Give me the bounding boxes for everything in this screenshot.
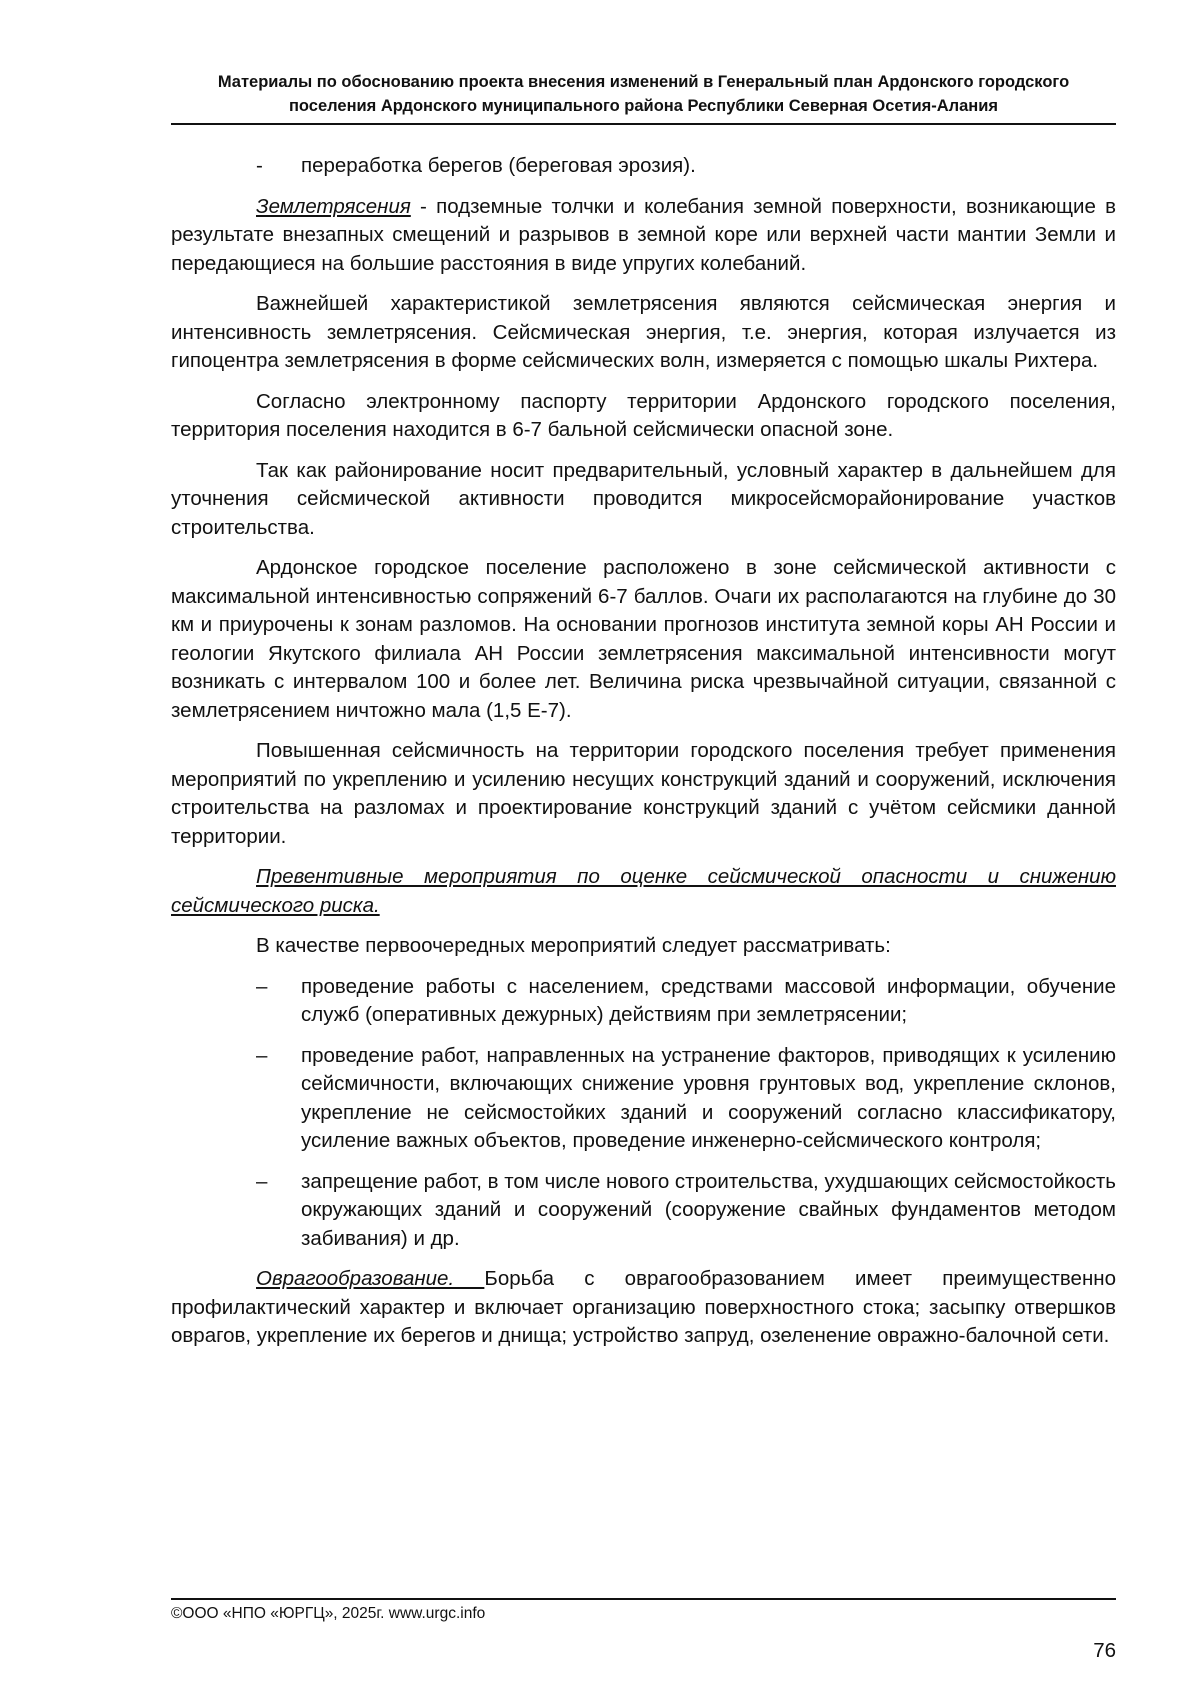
header-divider <box>171 123 1116 125</box>
list-item-text: проведение работ, направленных на устранение факторов, приводящих к усилению сейсмичности, включающих снижение уровня грунтовых вод, укрепление склонов, укрепление не сейсмостойких зданий и сооружений согласно классификатору, усиление важных объектов, проведение инженерно-сейсмического контроля; <box>301 1043 1116 1152</box>
list-item-text: переработка берегов (береговая эрозия). <box>301 154 696 177</box>
list-item-measure <box>171 1042 1116 1156</box>
footer-copyright: ©ООО «НПО «ЮРГЦ», 2025г. www.urgc.info <box>171 1605 486 1622</box>
paragraph-passport: Согласно электронному паспорту территории Ардонского городского поселения, территория поселения находится в 6-7 бальной сейсмически опасной зоне. <box>171 389 1116 441</box>
paragraph-zoning: Так как районирование носит предварительный, условный характер в дальнейшем для уточнения сейсмической активности проводится микросейсморайонирование участков строительства. <box>171 458 1116 539</box>
header-line-2: поселения Ардонского муниципального района Республики Северная Осетия-Алания <box>288 97 999 115</box>
paragraph-increased-seismicity: Повышенная сейсмичность на территории городского поселения требует применения мероприятий по укреплению и усилению несущих конструкций зданий и сооружений, исключения строительства на разломах и проектирование конструкций зданий с учётом сейсмики данной территории. <box>171 739 1116 848</box>
paragraph-ravine <box>171 1265 1116 1351</box>
list-marker: - <box>256 154 263 177</box>
list-item-measure <box>171 973 1116 1030</box>
list-marker: – <box>256 1043 268 1067</box>
document-body <box>171 152 1116 1363</box>
document-header <box>171 70 1116 118</box>
page-number: 76 <box>1093 1639 1116 1662</box>
paragraph-characteristic: Важнейшей характеристикой землетрясения являются сейсмическая энергия и интенсивность землетрясения. Сейсмическая энергия, т.е. энергия, которая излучается из гипоцентра землетрясения в форме сейсмических волн, измеряется с помощью шкалы Рихтера. <box>171 292 1116 372</box>
list-item-measure <box>171 1168 1116 1254</box>
header-line-1: Материалы по обоснованию проекта внесения изменений в Генеральный план Ардонского городского <box>217 73 1070 91</box>
list-marker: – <box>256 974 268 998</box>
list-item-erosion <box>171 152 1116 181</box>
list-item-text: проведение работы с населением, средствами массовой информации, обучение служб (оперативных дежурных) действиям при землетрясении; <box>301 974 1116 1026</box>
paragraph-preventive-heading: Превентивные мероприятия по оценке сейсмической опасности и снижению сейсмического риска. <box>171 865 1116 917</box>
list-marker: – <box>256 1169 268 1193</box>
term-ravine: Оврагообразование. <box>256 1267 485 1290</box>
paragraph-text: - подземные толчки и колебания земной поверхности, возникающие в результате внезапных смещений и разрывов в земной коре или верхней части мантии Земли и передающиеся на большие расстояния в виде упругих колебаний. <box>171 194 1116 275</box>
paragraph-text: Борьба с оврагообразованием имеет преимущественно профилактический характер и включает организацию поверхностного стока; засыпку отвершков оврагов, укрепление их берегов и днища; устройство запруд, озеленение овражно-балочной сети. <box>171 1267 1117 1347</box>
term-earthquake: Землетрясения <box>256 194 411 218</box>
list-item-text: запрещение работ, в том числе нового строительства, ухудшающих сейсмостойкость окружающих зданий и сооружений (сооружение свайных фундаментов методом забивания) и др. <box>301 1169 1116 1250</box>
paragraph-priority: В качестве первоочередных мероприятий следует рассматривать: <box>256 934 891 957</box>
paragraph-earthquake <box>171 193 1116 279</box>
paragraph-ardon: Ардонское городское поселение расположено в зоне сейсмической активности с максимальной интенсивностью сопряжений 6-7 баллов. Очаги их располагаются на глубине до 30 км и приурочены к зонам разломов. На основании прогнозов института земной коры АН России и геологии Якутского филиала АН России землетрясения максимальной интенсивности могут возникать с интервалом 100 и более лет. Величина риска чрезвычайной ситуации, связанной с землетрясением ничтожно мала (1,5 Е-7). <box>171 556 1116 722</box>
footer-divider <box>171 1598 1116 1600</box>
